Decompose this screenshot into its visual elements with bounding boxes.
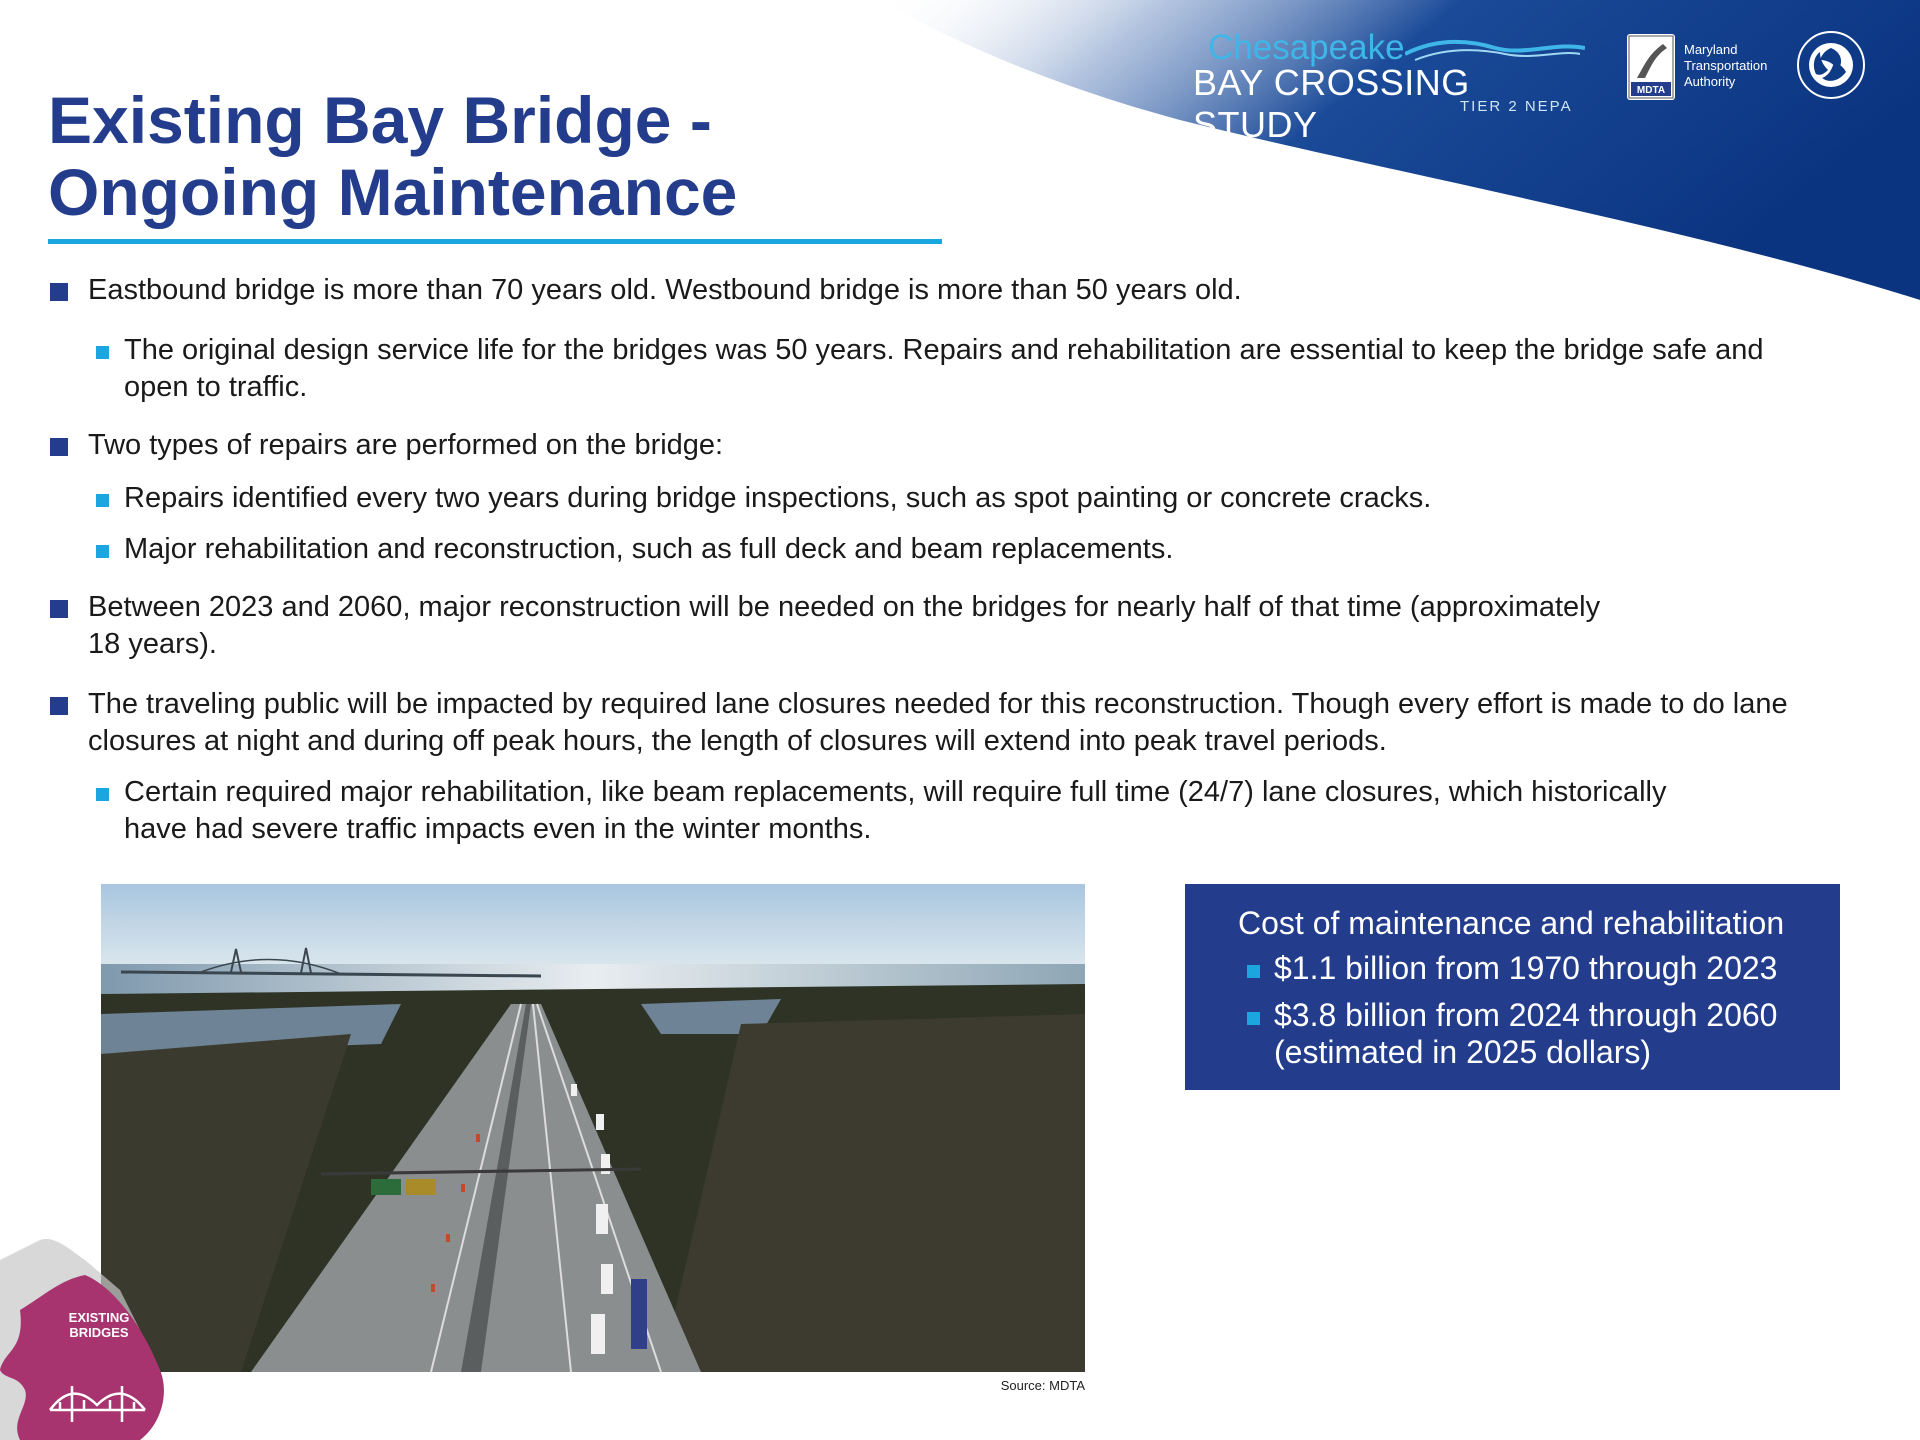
photo-source-caption: Source: MDTA bbox=[1000, 1378, 1085, 1393]
sub-bullet-item: Repairs identified every two years during bridge inspections, such as spot painting or concrete cracks. bbox=[124, 482, 1432, 514]
cost-bullet-marker bbox=[1247, 1012, 1260, 1025]
usdot-fhwa-seal-icon bbox=[1796, 30, 1866, 100]
mdta-name-line2: Transportation bbox=[1684, 58, 1768, 73]
cost-bullet-marker bbox=[1247, 965, 1260, 978]
bullet-item: Eastbound bridge is more than 70 years old. Westbound bridge is more than 50 years old. bbox=[88, 274, 1242, 306]
existing-bridges-label bbox=[52, 1310, 146, 1340]
bullet-item: Between 2023 and 2060, major reconstruction will be needed on the bridges for nearly half of that time (approximately 18 years). bbox=[88, 591, 1601, 660]
mdta-name-line1: Maryland bbox=[1684, 42, 1738, 57]
sub-bullet-item: Major rehabilitation and reconstruction, such as full deck and beam replacements. bbox=[124, 533, 1174, 565]
mdta-name-line3: Authority bbox=[1684, 74, 1736, 89]
sub-bullet-item: The original design service life for the bridges was 50 years. Repairs and rehabilitation are essential to keep the bridge safe and open to traffic. bbox=[124, 334, 1764, 403]
logo-text-bay-crossing-study: BAY CROSSING STUDY bbox=[1193, 62, 1470, 145]
title-underline bbox=[48, 239, 942, 244]
mdta-label: MDTA bbox=[1636, 85, 1666, 96]
sub-bullet-marker bbox=[96, 545, 109, 558]
logo-text-chesapeake: Chesapeake bbox=[1208, 28, 1405, 67]
mdta-name bbox=[1684, 42, 1767, 90]
logo-text-tier2-nepa: TIER 2 NEPA bbox=[1460, 98, 1573, 115]
chesapeake-bay-crossing-study-logo bbox=[1190, 28, 1580, 145]
page-title-line2: Ongoing Maintenance bbox=[48, 155, 738, 229]
cost-callout-box bbox=[1185, 884, 1840, 1090]
mdta-mark-icon bbox=[1627, 34, 1675, 100]
badge-line2: BRIDGES bbox=[69, 1325, 129, 1340]
page-title-line1: Existing Bay Bridge - bbox=[48, 83, 712, 157]
sub-bullet-marker bbox=[96, 788, 109, 801]
bullet-item: Two types of repairs are performed on the bridge: bbox=[88, 429, 724, 461]
bullet-marker bbox=[50, 283, 68, 301]
bullet-marker bbox=[50, 600, 68, 618]
sub-bullet-item: Certain required major rehabilitation, like beam replacements, will require full time (24/7) lane closures, which historically have had severe traffic impacts even in the winter months. bbox=[124, 776, 1667, 845]
sub-bullet-marker bbox=[96, 346, 109, 359]
cost-callout-title: Cost of maintenance and rehabilitation bbox=[1238, 905, 1785, 941]
cost-item: $1.1 billion from 1970 through 2023 bbox=[1274, 950, 1778, 986]
sub-bullet-marker bbox=[96, 494, 109, 507]
page-title bbox=[48, 84, 737, 228]
mdta-logo bbox=[1627, 34, 1675, 100]
cost-item: $3.8 billion from 2024 through 2060 (estimated in 2025 dollars) bbox=[1274, 997, 1778, 1070]
badge-line1: EXISTING bbox=[68, 1310, 130, 1325]
wave-icon bbox=[1405, 34, 1585, 64]
bullet-marker bbox=[50, 438, 68, 456]
bullet-item: The traveling public will be impacted by required lane closures needed for this reconstruction. Though every effort is made to do lane closures at night and during off peak hours, the length of closures will extend into peak travel periods. bbox=[88, 688, 1788, 757]
bay-bridge-traffic-photo bbox=[101, 884, 1085, 1372]
bullet-marker bbox=[50, 697, 68, 715]
